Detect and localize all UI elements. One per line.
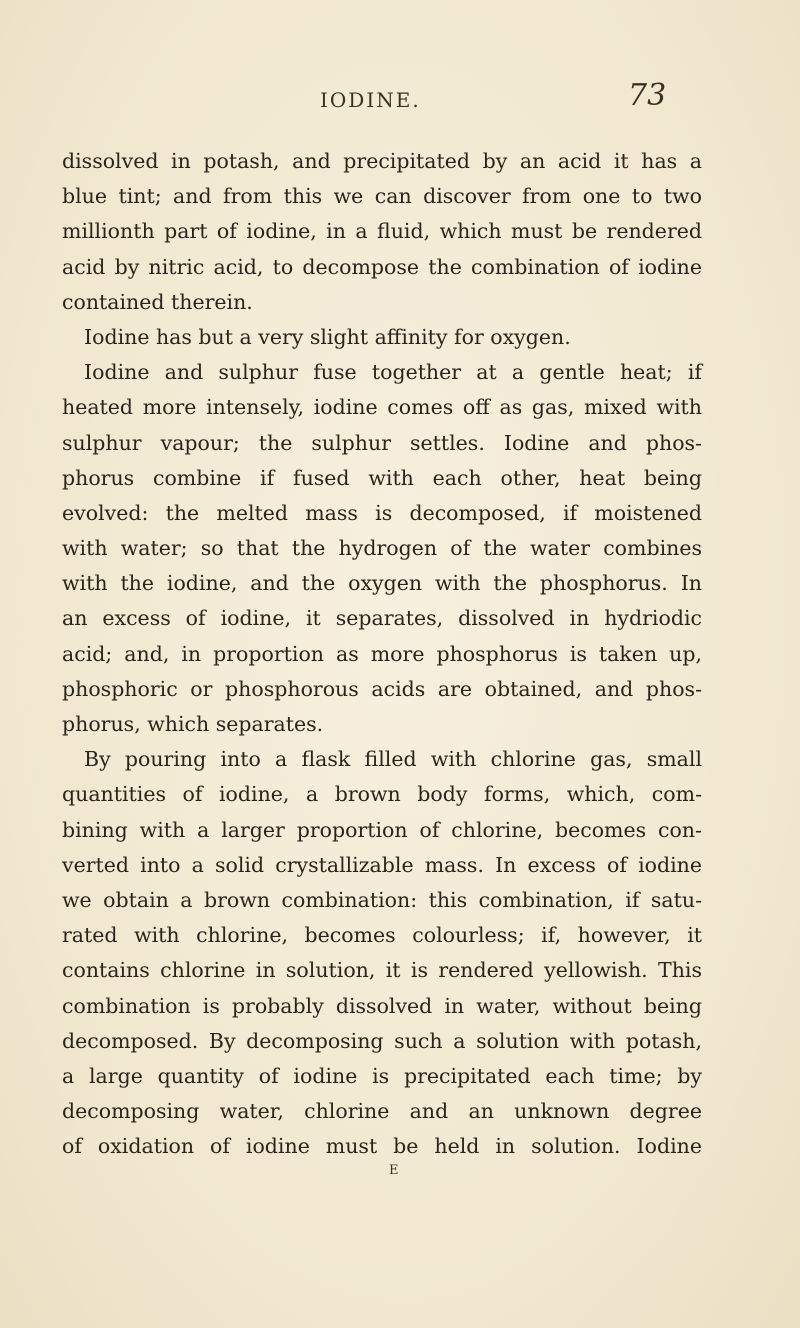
text-line: verted into a solid crystallizable mass. In excess of iodine (62, 852, 702, 877)
text-line: quantities of iodine, a brown body forms, which, com- (62, 782, 702, 807)
text-line: contains chlorine in solution, it is rendered yellowish. This (62, 958, 702, 983)
text-line: By pouring into a flask filled with chlorine gas, small (84, 747, 702, 772)
text-line: Iodine has but a very slight affinity for oxygen. (84, 324, 571, 349)
text-line: dissolved in potash, and precipitated by an acid it has a (62, 149, 702, 173)
text-line: with the iodine, and the oxygen with the phosphorus. In (62, 571, 702, 596)
signature-mark: E (389, 1163, 399, 1178)
text-line: bining with a larger proportion of chlorine, becomes con- (62, 817, 702, 842)
page-number: 73 (628, 78, 667, 113)
text-line: a large quantity of iodine is precipitated each time; by (62, 1063, 702, 1088)
text-line: contained therein. (62, 289, 253, 314)
text-line: phorus combine if fused with each other, heat being (62, 465, 702, 490)
text-line: blue tint; and from this we can discover from one to two (62, 184, 702, 209)
body-text (62, 144, 702, 1164)
running-head: IODINE. (320, 88, 421, 112)
text-line: phorus, which separates. (62, 712, 324, 736)
text-line: millionth part of iodine, in a fluid, which must be rendered (62, 219, 702, 244)
text-line: heated more intensely, iodine comes off as gas, mixed with (62, 395, 702, 420)
text-line: acid; and, in proportion as more phosphorus is taken up, (62, 641, 702, 666)
text-line: Iodine and sulphur fuse together at a gentle heat; if (84, 360, 702, 385)
text-line: we obtain a brown combination: this combination, if satu- (62, 887, 702, 912)
text-line: of oxidation of iodine must be held in solution. Iodine (62, 1134, 702, 1159)
text-line: with water; so that the hydrogen of the water combines (62, 536, 702, 561)
text-line: rated with chlorine, becomes colourless; if, however, it (62, 923, 702, 948)
text-line: an excess of iodine, it separates, dissolved in hydriodic (62, 606, 702, 631)
text-line: combination is probably dissolved in water, without being (62, 993, 702, 1018)
text-line: decomposing water, chlorine and an unknown degree (62, 1099, 702, 1124)
text-line: decomposed. By decomposing such a solution with potash, (62, 1028, 702, 1053)
text-line: acid by nitric acid, to decompose the combination of iodine (62, 254, 702, 279)
text-line: sulphur vapour; the sulphur settles. Iodine and phos- (62, 430, 702, 455)
text-line: phosphoric or phosphorous acids are obtained, and phos- (62, 676, 702, 701)
text-line: evolved: the melted mass is decomposed, if moistened (62, 500, 702, 525)
